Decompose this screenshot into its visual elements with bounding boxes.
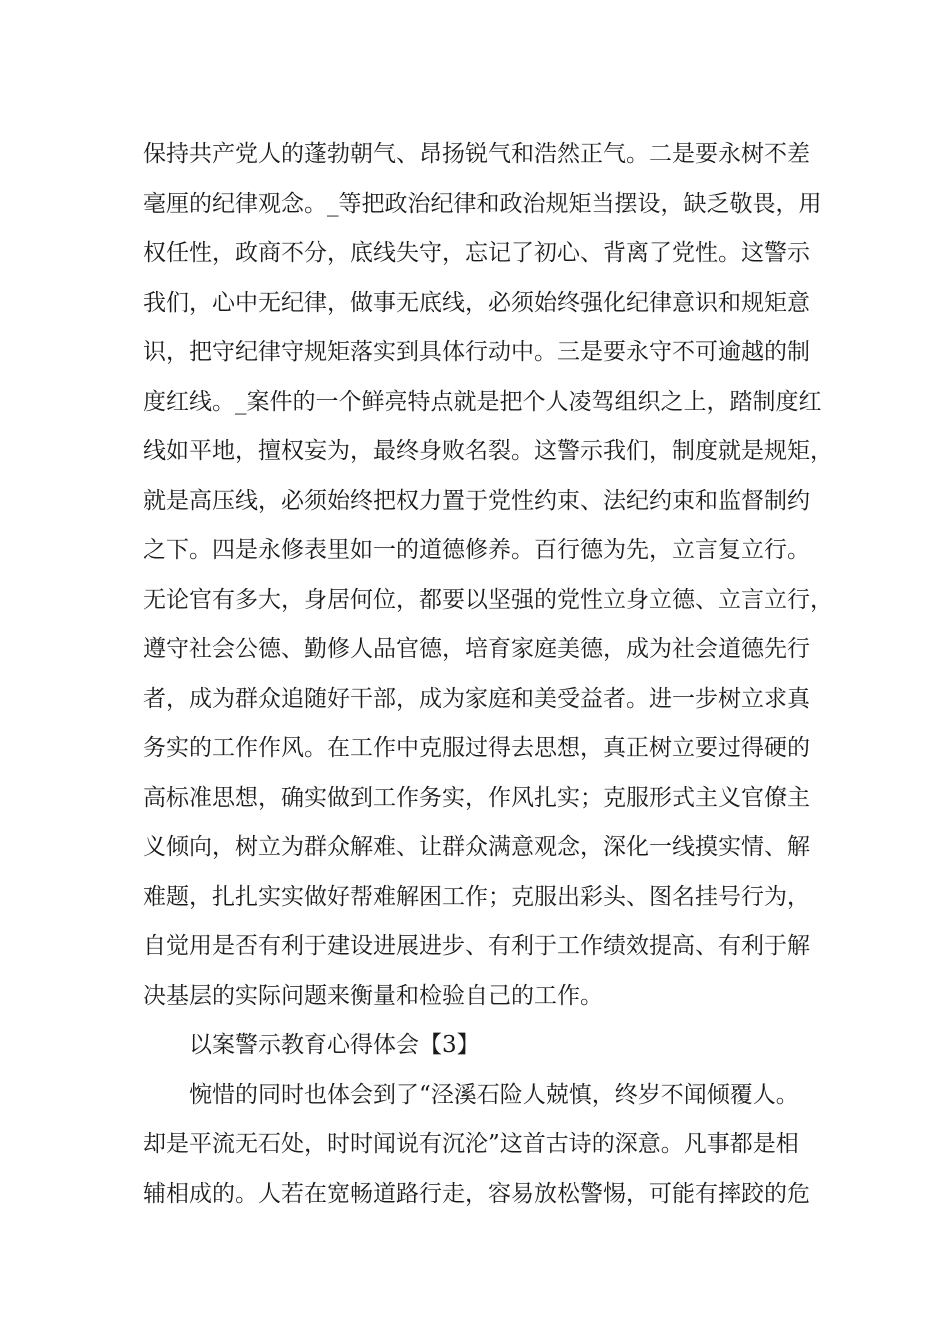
text-line-17: 自觉用是否有利于建设进展进步、有利于工作绩效提高、有利于解 — [143, 933, 810, 959]
text-line-16: 难题，扎扎实实做好帮难解困工作；克服出彩头、图名挂号行为， — [143, 883, 810, 910]
text-line-9: 之下。四是永修表里如一的道德修养。百行德为先，立言复立行。 — [143, 537, 810, 563]
text-line-8: 就是高压线，必须始终把权力置于党性约束、法纪约束和监督制约 — [143, 487, 810, 514]
text-line-11: 遵守社会公德、勤修人品官德，培育家庭美德，成为社会道德先行 — [143, 636, 810, 662]
section-heading: 以案警示教育心得体会【3】 — [189, 1032, 480, 1058]
text-line-14: 高标准思想，确实做到工作务实，作风扎实；克服形式主义官僚主 — [143, 784, 810, 811]
text-line-4: 我们，心中无纪律，做事无底线，必须始终强化纪律意识和规矩意 — [143, 289, 810, 316]
text-line-12: 者，成为群众追随好干部，成为家庭和美受益者。进一步树立求真 — [143, 685, 810, 712]
body-text — [143, 130, 833, 1219]
text-line-20: 惋惜的同时也体会到了“泾溪石险人兢慎，终岁不闻倾覆人。 — [189, 1081, 799, 1108]
text-line-22: 辅相成的。人若在宽畅道路行走，容易放松警惕，可能有摔跤的危 — [143, 1180, 810, 1207]
text-line-2: 毫厘的纪律观念。_等把政治纪律和政治规矩当摆设，缺乏敬畏，用 — [143, 190, 822, 217]
text-line-6: 度红线。_案件的一个鲜亮特点就是把个人凌驾组织之上，踏制度红 — [143, 388, 822, 415]
text-line-10: 无论官有多大，身居何位，都要以坚强的党性立身立德、立言立行， — [143, 586, 833, 613]
text-line-18: 决基层的实际问题来衡量和检验自己的工作。 — [143, 982, 603, 1009]
text-line-5: 识，把守纪律守规矩落实到具体行动中。三是要永守不可逾越的制 — [143, 339, 810, 365]
text-line-15: 义倾向，树立为群众解难、让群众满意观念，深化一线摸实情、解 — [143, 834, 810, 860]
text-line-1: 保持共产党人的蓬勃朝气、昂扬锐气和浩然正气。二是要永树不差 — [143, 141, 810, 167]
text-line-3: 权任性，政商不分，底线失守，忘记了初心、背离了党性。这警示 — [143, 240, 810, 266]
text-line-13: 务实的工作作风。在工作中克服过得去思想，真正树立要过得硬的 — [143, 735, 810, 761]
text-line-7: 线如平地，擅权妄为，最终身败名裂。这警示我们，制度就是规矩， — [143, 438, 833, 464]
text-line-21: 却是平流无石处，时时闻说有沉沦”这首古诗的深意。凡事都是相 — [143, 1131, 799, 1157]
